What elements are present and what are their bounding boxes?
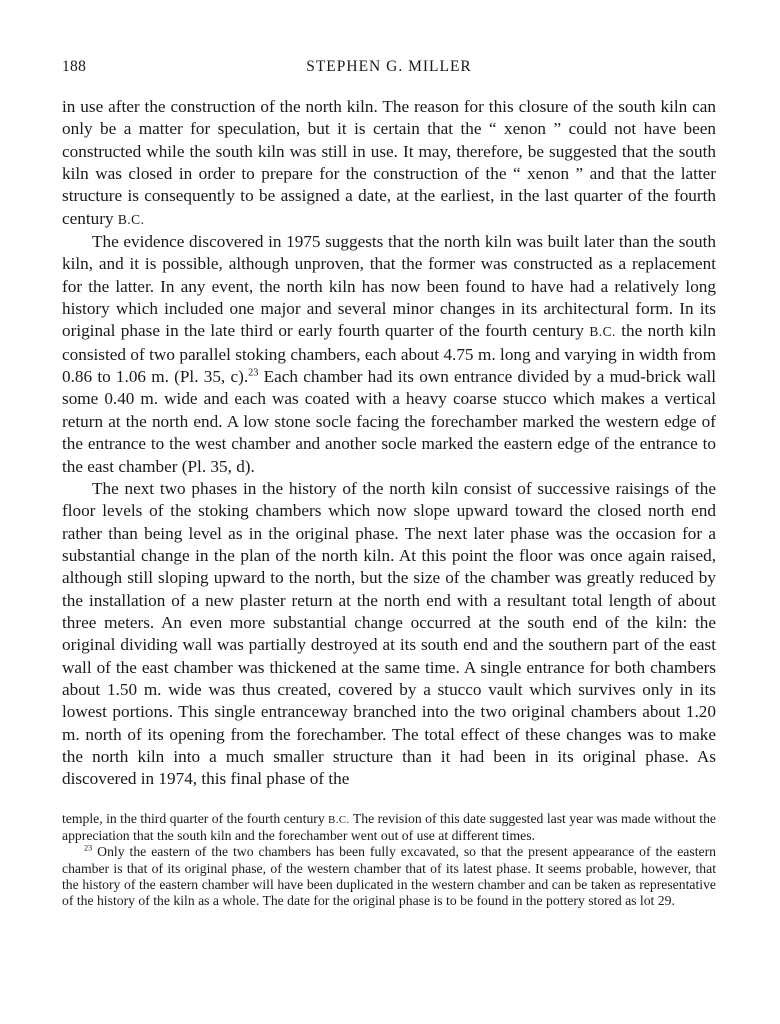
paragraph-3 [62,478,716,791]
era-abbreviation: B.C. [589,324,616,340]
running-title: STEPHEN G. MILLER [306,58,472,75]
paragraph-2-text-b: the north kiln consisted of two parallel stoking chambers, each about 4.75 m. long and varying in width from 0.86 to 1.06 m. (Pl. 35, c). [62,321,716,387]
page-number: 188 [62,58,87,75]
footnote-continued [62,811,716,845]
footnote-23 [62,844,716,909]
paragraph-2 [62,231,716,478]
footnote-reference-23[interactable]: 23 [248,367,259,379]
era-abbreviation: B.C. [328,813,350,826]
paragraph-3-text: The next two phases in the history of the north kiln consist of successive raisings of the floor levels of the stoking chambers which now slope upward toward the closed north end rather than being level as in the original phase. The next later phase was the occasion for a substantial change in the plan of the north kiln. At this point the floor was once again raised, although still sloping upward to the north, but the size of the chamber was greatly reduced by the installation of a new plaster return at the north end with a resultant total length of about three meters. An even more substantial change occurred at the south end of the kiln: the original dividing wall was partially destroyed at its south end and the southern part of the east wall of the east chamber was thickened at the same time. A single entrance for both chambers about 1.50 m. wide was thus created, covered by a stucco vault which survives only in its lowest portions. This single entranceway branched into the two original chambers about 1.20 m. north of its opening from the forechamber. The total effect of these changes was to make the north kiln into a much smaller structure than it had been in its original phase. As discovered in 1974, this final phase of the [62,478,716,789]
paragraph-1-text: in use after the construction of the north kiln. The reason for this closure of the south kiln can only be a matter for speculation, but it is certain that the “ xenon ” could not have been constructed while the south kiln was still in use. It may, therefore, be suggested that the south kiln was closed in order to prepare for the construction of the “ xenon ” and that the latter structure is consequently to be assigned a date, at the earliest, in the last quarter of the fourth century [62,97,716,228]
paragraph-2-text-c: Each chamber had its own entrance divided by a mud-brick wall some 0.40 m. wide and each was coated with a heavy coarse stucco which makes a vertical return at the north end. A low stone socle facing the forechamber marked the western edge of the entrance to the west chamber and another socle marked the eastern edge of the entrance to the east chamber (Pl. 35, d). [62,367,716,476]
footnote-continued-text-b: The revision of this date suggested last year was made without the appreciation that the south kiln and the forechamber went out of use at different times. [62,810,716,843]
footnotes [62,811,716,910]
paragraph-1 [62,96,716,231]
body-text [62,96,716,791]
paragraph-2-text-a: The evidence discovered in 1975 suggests that the north kiln was built later than the south kiln, and it is possible, although unproven, that the former was constructed as a replacement for the latter. In any event, the north kiln has now been found to have had a relatively long history which included one major and several minor changes in its architectural form. In its original phase in the late third or early fourth quarter of the fourth century [62,232,716,341]
footnote-23-text: Only the eastern of the two chambers has been fully excavated, so that the present appearance of the eastern chamber is that of its original phase, of the western chamber that of its latest phase. It seems probable, however, that the history of the eastern chamber will have been duplicated in the western chamber and can be taken as representative of the history of the kiln as a whole. The date for the original phase is to be found in the pottery stored as lot 29. [62,844,716,909]
running-head [62,58,716,82]
footnote-continued-text-a: temple, in the third quarter of the fourth century [62,810,329,826]
footnote-marker-23: 23 [84,843,93,853]
page [62,58,716,909]
era-abbreviation: B.C. [117,211,145,227]
